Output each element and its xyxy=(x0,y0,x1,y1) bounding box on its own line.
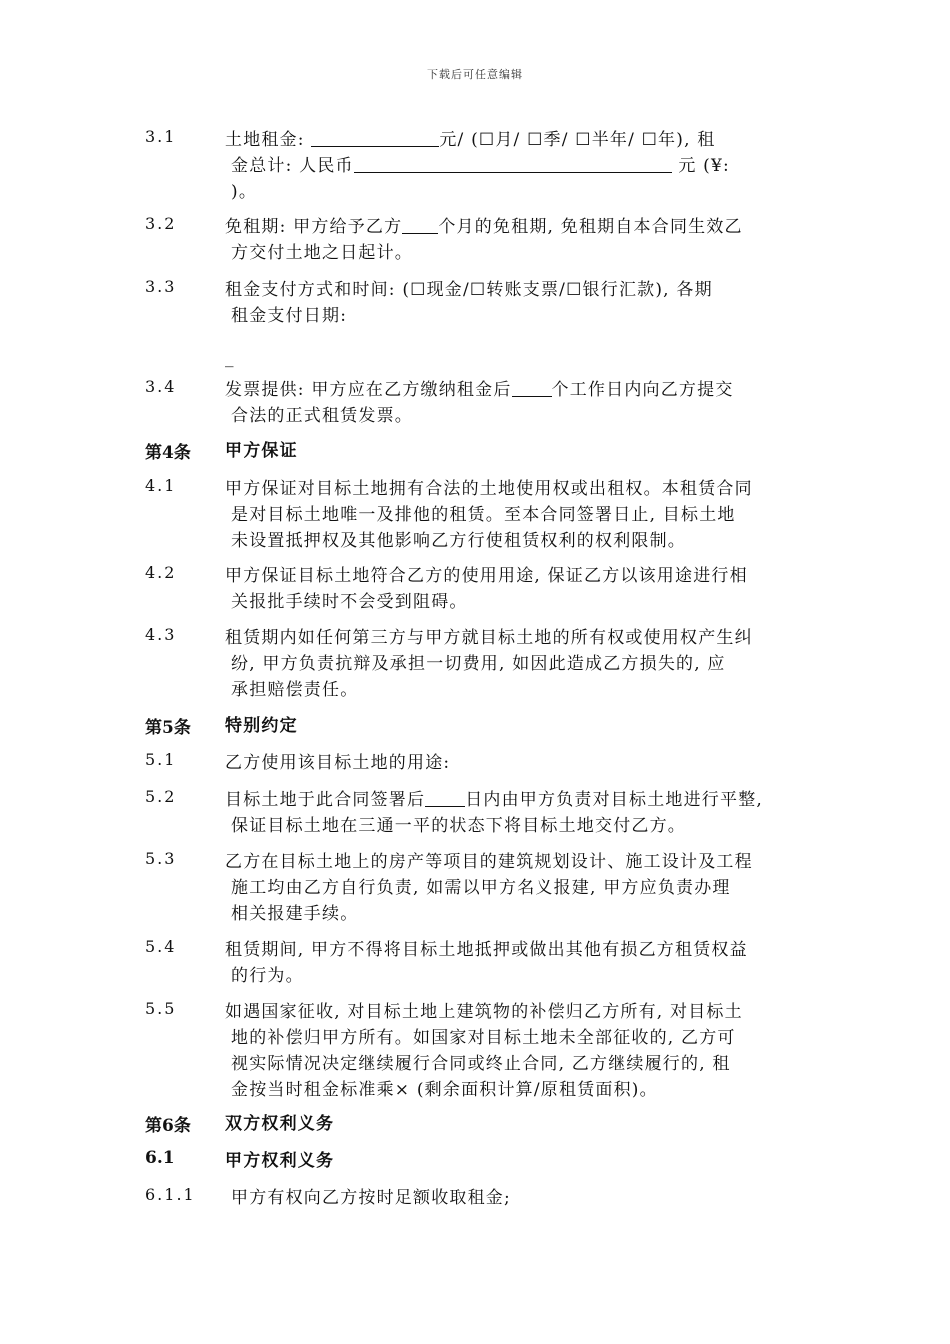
clause-text: 甲方保证对目标土地拥有合法的土地使用权或出租权。本租赁合同 是对目标土地唯一及排他的租赁。至本合同签署日止, 目标土地 未设置抵押权及其他影响乙方行使租赁权利的权利限制。 xyxy=(225,479,753,551)
clause-number: 4.3 xyxy=(145,625,177,644)
clause-text: 乙方在目标土地上的房产等项目的建筑规划设计、施工设计及工程 施工均由乙方自行负责, 如需以甲方名义报建, 甲方应负责办理 相关报建手续。 xyxy=(225,852,753,924)
clause-text: 租金支付方式和时间: (☐现金/☐转账支票/☐银行汇款), 各期 租金支付日期: _ xyxy=(225,280,713,368)
clause-text: 租赁期间, 甲方不得将目标土地抵押或做出其他有损乙方租赁权益 的行为。 xyxy=(225,940,748,986)
clause-number: 3.2 xyxy=(145,214,177,233)
clause-text: 发票提供: 甲方应在乙方缴纳租金后 个工作日内向乙方提交 合法的正式租赁发票。 xyxy=(225,380,734,426)
clause-number: 3.4 xyxy=(145,377,177,396)
clause-number: 5.4 xyxy=(145,937,177,956)
clause-number: 5.3 xyxy=(145,849,177,868)
clause-text: 乙方使用该目标土地的用途: xyxy=(225,753,451,773)
clause-number: 4.2 xyxy=(145,563,177,582)
clause-number: 3.1 xyxy=(145,127,177,146)
clause-number: 5.1 xyxy=(145,750,177,769)
clause-number: 4.1 xyxy=(145,476,177,495)
clause-number: 5.2 xyxy=(145,787,177,806)
clause-text: 目标土地于此合同签署后 日内由甲方负责对目标土地进行平整, 保证目标土地在三通一平的状态下将目标土地交付乙方。 xyxy=(225,790,764,836)
clause-text: 甲方有权向乙方按时足额收取租金; xyxy=(231,1188,511,1208)
clause-number: 5.5 xyxy=(145,999,177,1018)
document-page: 下载后可任意编辑 3.1 土地租金: 元/ (☐月/ ☐季/ ☐半年/ ☐年), 租 金总计: 人民币 元 (¥: )。 3.2 免租期: 甲方给予乙方 个月的免租期, 免租期自本合同生效乙 方交付土地之日起计。 3.3 租金支付方式和时间: (☐现金/☐转账支票/☐银行汇款), 各期 租金支付日期: _ 3.4 发票提供: 甲方应在乙方缴纳租金后 个工作日内向乙方提交 合法的正式租赁发票。 第4条 甲方保证 4.1 甲方保证对目标土地拥有合法的土地使用权或出租权。本租赁合同 是对目标土地唯一及排他的租赁。至本合同签署日止, 目标土地 未设置抵押权及其他影响乙方行使租赁权利的权利限制。 4.2 甲方保证目标土地符合乙方的使用用途, 保证乙方以该用途进行相 关报批手续时不会受到阻碍。 4.3 租赁期内如任何第三方与甲方就目标土地的所有权或使用权产生纠 纷, 甲方负责抗辩及承担一切费用, 如因此造成乙方损失的, 应 承担赔偿责任。 第5条 特别约定 5.1 乙方使用该目标土地的用途: 5.2 目标土地于此合同签署后 日内由甲方负责对目标土地进行平整, 保证目标土地在三通一平的状态下将目标土地交付乙方。 5.3 乙方在目标土地上的房产等项目的建筑规划设计、施工设计及工程 施工均由乙方自行负责, 如需以甲方名义报建, 甲方应负责办理 相关报建手续。 5.4 租赁期间, 甲方不得将目标土地抵押或做出其他有损乙方租赁权益 的行为。 5.5 如遇国家征收, 对目标土地上建筑物的补偿归乙方所有, 对目标土 地的补偿归甲方所有。如国家对目标土地未全部征收的, 乙方可 视实际情况决定继续履行合同或终止合同, 乙方继续履行的, 租 金按当时租金标准乘× (剩余面积计算/原租赁面积)。 第6条 双方权利义务 6.1 甲方权利义务 6.1.1 甲方有权向乙方按时足额收取租金; xyxy=(0,0,950,1344)
page-header: 下载后可任意编辑 xyxy=(427,68,523,81)
clause-text: 土地租金: 元/ (☐月/ ☐季/ ☐半年/ ☐年), 租 金总计: 人民币 元 (¥: )。 xyxy=(225,130,730,202)
clause-number: 6.1.1 xyxy=(145,1185,196,1204)
clause-text: 甲方保证目标土地符合乙方的使用用途, 保证乙方以该用途进行相 关报批手续时不会受到阻碍。 xyxy=(225,566,748,612)
rent-blank xyxy=(311,128,439,147)
clause-text: 免租期: 甲方给予乙方 个月的免租期, 免租期自本合同生效乙 方交付土地之日起计。 xyxy=(225,217,743,263)
clause-text: 租赁期内如任何第三方与甲方就目标土地的所有权或使用权产生纠 纷, 甲方负责抗辩及承担一切费用, 如因此造成乙方损失的, 应 承担赔偿责任。 xyxy=(225,628,753,700)
total-blank xyxy=(354,154,672,173)
clause-number: 3.3 xyxy=(145,277,177,296)
clause-text: 如遇国家征收, 对目标土地上建筑物的补偿归乙方所有, 对目标土 地的补偿归甲方所有。如国家对目标土地未全部征收的, 乙方可 视实际情况决定继续履行合同或终止合同, 乙方继续履行的, 租 金按当时租金标准乘× (剩余面积计算/原租赁面积)。 xyxy=(225,1002,743,1100)
